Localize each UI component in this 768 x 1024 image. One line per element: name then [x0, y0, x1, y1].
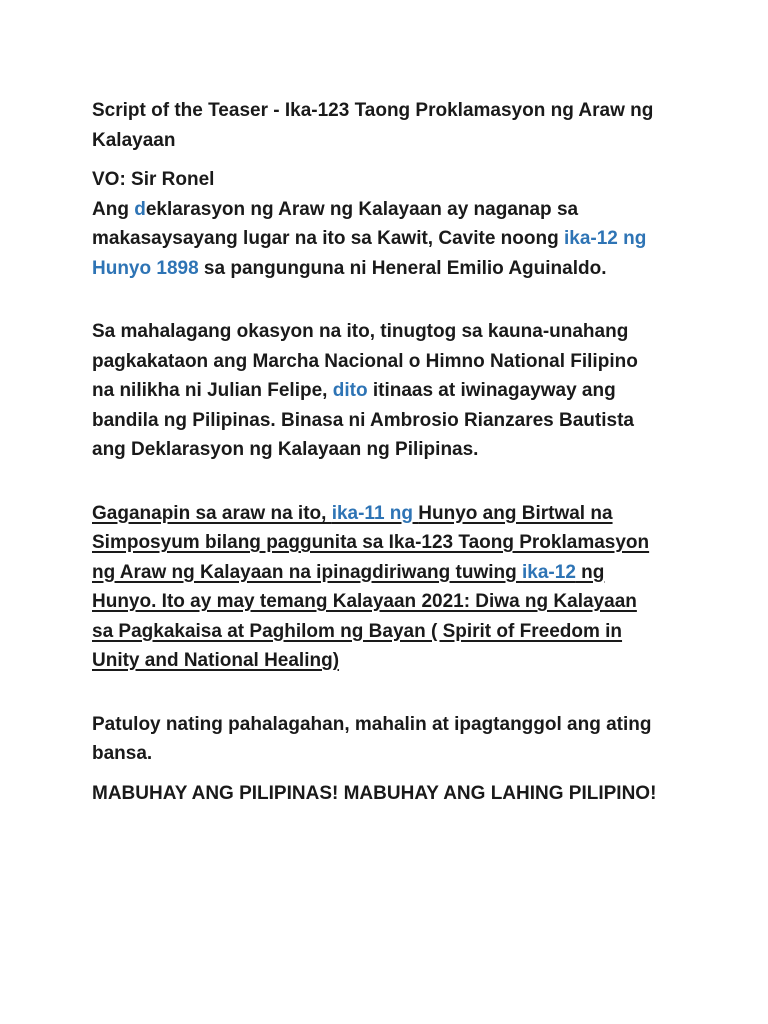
paragraph-1-line-1: Ang deklarasyon ng Araw ng Kalayaan ay naganap sa: [92, 198, 579, 220]
highlight-word: dito: [332, 380, 368, 401]
paragraph-4-line-1: Patuloy nating pahalagahan, mahalin at ipagtanggol ang ating: [92, 713, 652, 735]
paragraph-3-line-5: sa Pagkakaisa at Paghilom ng Bayan ( Spirit of Freedom in: [92, 620, 623, 642]
title-line-1: Script of the Teaser - Ika-123 Taong Proklamasyon ng Araw ng: [92, 100, 654, 121]
paragraph-3-line-4: Hunyo. Ito ay may temang Kalayaan 2021: Diwa ng Kalayaan: [92, 591, 637, 612]
spacer: [92, 769, 732, 779]
closing-line: MABUHAY ANG PILIPINAS! MABUHAY ANG LAHING PILIPINO!: [92, 782, 657, 804]
spacer: [92, 465, 732, 499]
paragraph-3-line-6: Unity and National Healing): [92, 650, 340, 671]
paragraph-4-line-2: bansa.: [92, 743, 153, 764]
paragraph-3-line-1: Gaganapin sa araw na ito, ika-11 ng Hunyo ang Birtwal na: [92, 502, 613, 524]
highlight-date: Hunyo 1898: [92, 257, 199, 279]
paragraph-2-line-4: bandila ng Pilipinas. Binasa ni Ambrosio Rianzares Bautista: [92, 409, 634, 431]
spacer: [92, 676, 732, 710]
title-line-2: Kalayaan: [92, 129, 176, 151]
voice-over-line: VO: Sir Ronel: [92, 169, 215, 190]
document-page: [92, 96, 732, 808]
paragraph-2-line-1: Sa mahalagang okasyon na ito, tinugtog sa kauna-unahang: [92, 321, 629, 342]
highlight-date: ika-12 ng: [564, 228, 647, 249]
spacer: [92, 155, 732, 165]
highlight-date: ika-12: [522, 561, 576, 583]
highlight-letter: d: [134, 198, 146, 220]
spacer: [92, 283, 732, 317]
paragraph-3-line-3: ng Araw ng Kalayaan na ipinagdiriwang tuwing ika-12 ng: [92, 561, 605, 583]
paragraph-2-line-2: pagkakataon ang Marcha Nacional o Himno National Filipino: [92, 350, 638, 372]
paragraph-2-line-3: na nilikha ni Julian Felipe, dito itinaas at iwinagayway ang: [92, 380, 616, 401]
paragraph-1-line-3: Hunyo 1898 sa pangunguna ni Heneral Emilio Aguinaldo.: [92, 257, 607, 279]
paragraph-1-line-2: makasaysayang lugar na ito sa Kawit, Cavite noong ika-12 ng: [92, 228, 647, 249]
highlight-date: ika-11 ng: [331, 502, 419, 524]
paragraph-2-line-5: ang Deklarasyon ng Kalayaan ng Pilipinas.: [92, 439, 479, 460]
paragraph-3-line-2: Simposyum bilang paggunita sa Ika-123 Taong Proklamasyon: [92, 532, 650, 553]
